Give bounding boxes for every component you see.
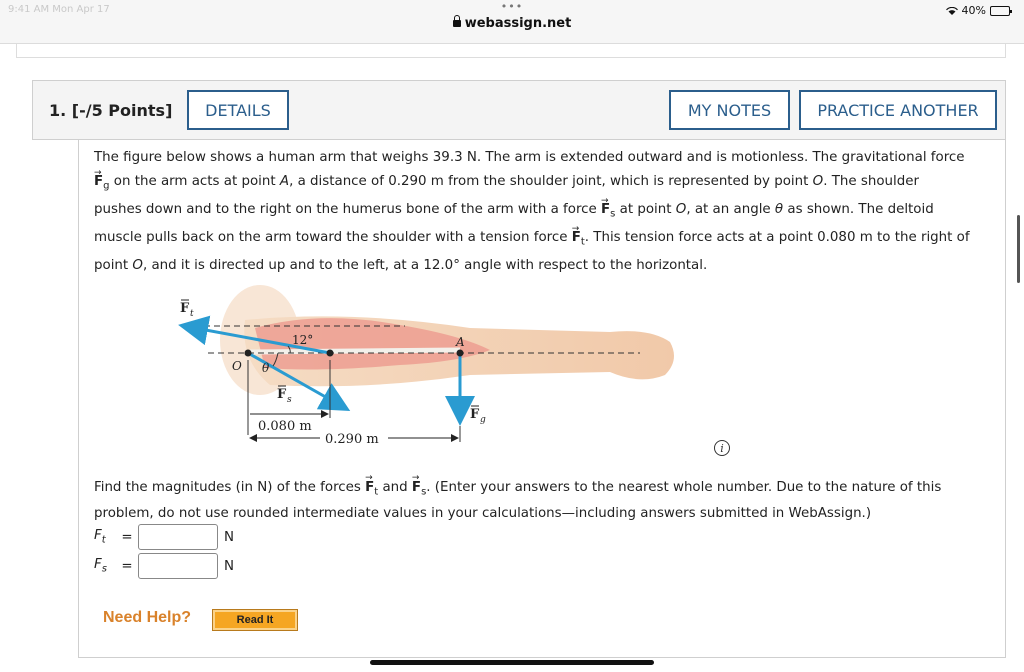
url-text: webassign.net (464, 16, 572, 31)
label-point-o: O (232, 359, 242, 373)
bone-shape (250, 350, 460, 352)
label-dist-290: 0.290 m (325, 432, 379, 447)
practice-another-button[interactable]: PRACTICE ANOTHER (799, 90, 997, 130)
answer-row-ft (94, 524, 234, 550)
answer-row-fs (94, 553, 234, 579)
question-header (32, 80, 1006, 140)
ft-label: $F_t$ (94, 528, 106, 546)
fs-label: $F_s$ (94, 557, 107, 575)
status-time: 9:41 AM Mon Apr 17 (8, 4, 110, 15)
status-right (946, 4, 1010, 17)
equals-sign: = (121, 529, 133, 545)
home-indicator[interactable] (370, 660, 654, 665)
find-text: Find the magnitudes (in N) of the forces → $F_t$ and → $F_s$. (Enter your answers to the nearest whole number. Due to the nature of this problem, do not use rounded intermediate values in your calculations—including answers submitted in WebAssign.) (94, 477, 994, 524)
tab-dots[interactable]: ••• (500, 0, 524, 13)
point-a-dot (457, 350, 464, 357)
label-ft: F (180, 301, 190, 316)
label-fg-sub: g (480, 415, 486, 425)
details-button[interactable]: DETAILS (187, 90, 289, 130)
label-theta: θ (262, 361, 270, 375)
label-fs: F (277, 387, 287, 402)
equals-sign: = (121, 558, 133, 574)
my-notes-button[interactable]: MY NOTES (669, 90, 790, 130)
question-number: 1. [-/5 Points] (49, 101, 173, 120)
ft-unit: N (224, 529, 235, 545)
fs-unit: N (224, 558, 235, 574)
browser-status-bar (0, 0, 1024, 44)
battery-icon (990, 6, 1010, 16)
label-dist-080: 0.080 m (258, 419, 312, 434)
point-t-dot (327, 350, 334, 357)
label-ft-sub: t (190, 309, 194, 319)
ft-input[interactable] (138, 524, 218, 550)
read-it-button[interactable]: Read It (212, 609, 298, 631)
wifi-icon (946, 7, 958, 15)
question-points: [-/5 Points] (71, 101, 173, 120)
scrollbar[interactable] (1017, 215, 1020, 283)
label-angle-12: 12° (292, 333, 314, 347)
previous-content-strip (16, 44, 1006, 58)
label-fg: F (470, 407, 480, 422)
arm-force-figure (170, 280, 690, 450)
fs-input[interactable] (138, 553, 218, 579)
point-o-dot (245, 350, 252, 357)
label-point-a: A (456, 335, 465, 349)
problem-text: The figure below shows a human arm that weighs 39.3 N. The arm is extended outward and is motionless. The gravitational force → $F_g$ on the arm acts at point A, a distance of 0.290 m from the shoulder joint, which is represented by point O. The shoulder pushes down and to the right on the humerus bone of the arm with a force → $F_s$ at point O, at an angle θ as shown. The deltoid muscle pulls back on the arm toward the shoulder with a tension force → $F_t$. This tension force acts at a point 0.080 m to the right of point O, and it is directed up and to the left, at a 12.0° angle with respect to the horizontal. (94, 146, 994, 278)
battery-percent: 40% (961, 4, 986, 17)
url-bar[interactable] (0, 16, 1024, 31)
info-icon[interactable]: i (714, 440, 730, 456)
lock-icon (453, 20, 461, 27)
need-help-label: Need Help? (103, 609, 192, 626)
label-fs-sub: s (287, 395, 292, 405)
